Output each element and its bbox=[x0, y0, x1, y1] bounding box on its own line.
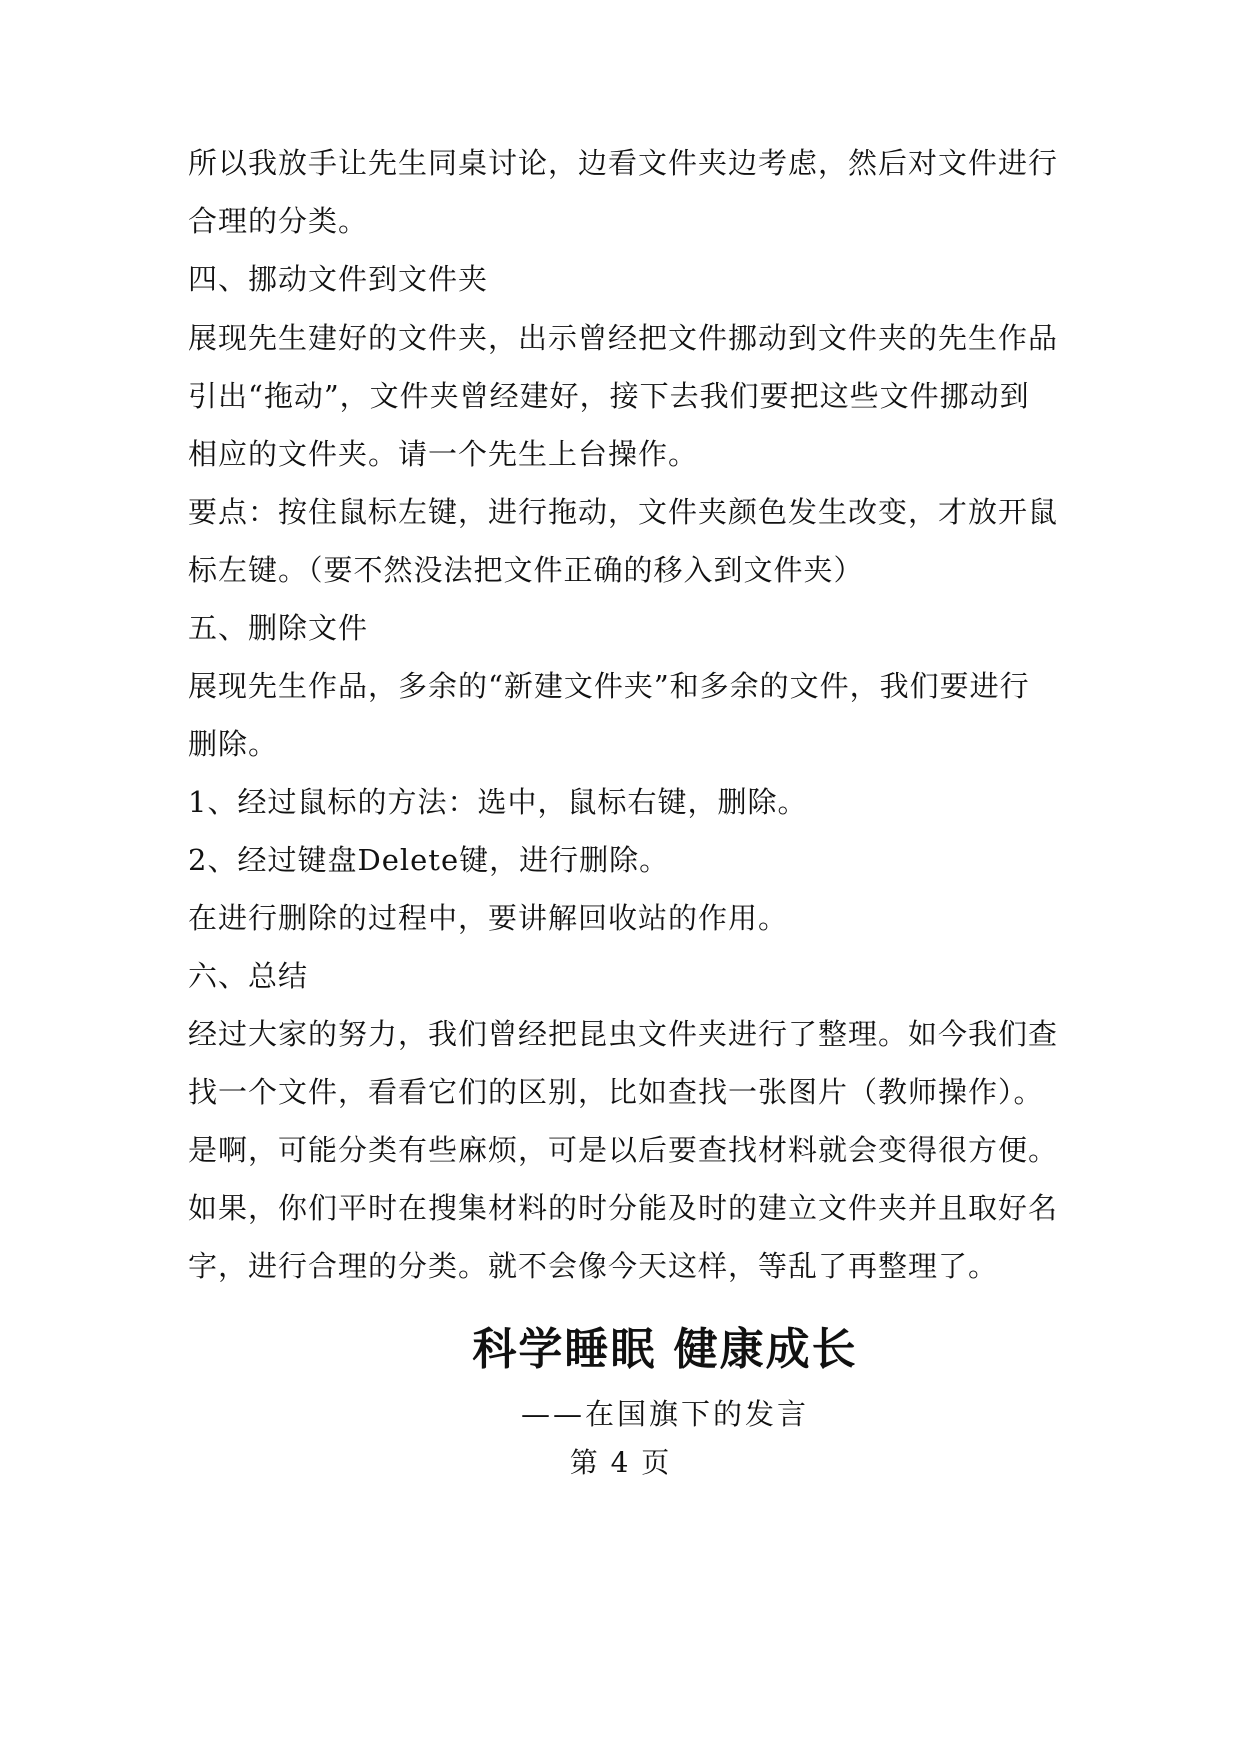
section-heading-4: 四、挪动文件到文件夹 bbox=[188, 262, 489, 296]
body-line-10: 展现先生作品，多余的“新建文件夹”和多余的文件，我们要进行 bbox=[188, 669, 1030, 703]
body-line-8: 标左键。（要不然没法把文件正确的移入到文件夹） bbox=[188, 553, 864, 587]
body-line-4: 展现先生建好的文件夹，出示曾经把文件挪动到文件夹的先生作品 bbox=[188, 321, 1059, 355]
speech-title: 科学睡眠 健康成长 bbox=[472, 1324, 858, 1375]
body-line-7: 要点：按住鼠标左键，进行拖动，文件夹颜色发生改变，才放开鼠 bbox=[188, 495, 1059, 529]
list-item-1: 1、经过鼠标的方法：选中，鼠标右键，删除。 bbox=[188, 785, 808, 819]
body-line-18: 是啊，可能分类有些麻烦，可是以后要查找材料就会变得很方便。 bbox=[188, 1133, 1059, 1167]
body-line-14: 在进行删除的过程中，要讲解回收站的作用。 bbox=[188, 901, 789, 935]
section-heading-5: 五、删除文件 bbox=[188, 611, 369, 645]
body-line-5: 引出“拖动”，文件夹曾经建好，接下去我们要把这些文件挪动到 bbox=[188, 379, 1030, 413]
body-line-17: 找一个文件，看看它们的区别，比如查找一张图片（教师操作）。 bbox=[188, 1075, 1044, 1109]
list-item-2: 2、经过键盘Delete键，进行删除。 bbox=[188, 843, 670, 877]
body-line-6: 相应的文件夹。请一个先生上台操作。 bbox=[188, 437, 699, 471]
speech-subtitle: ——在国旗下的发言 bbox=[520, 1397, 809, 1431]
body-line-20: 字，进行合理的分类。就不会像今天这样，等乱了再整理了。 bbox=[188, 1249, 999, 1283]
section-heading-6: 六、总结 bbox=[188, 959, 309, 993]
body-line-16: 经过大家的努力，我们曾经把昆虫文件夹进行了整理。如今我们查 bbox=[188, 1017, 1059, 1051]
body-line-11: 删除。 bbox=[188, 727, 279, 761]
body-line-2: 合理的分类。 bbox=[188, 204, 369, 238]
page-number: 第 4 页 bbox=[569, 1446, 672, 1479]
body-line-1: 所以我放手让先生同桌讨论，边看文件夹边考虑，然后对文件进行 bbox=[188, 146, 1059, 180]
body-line-19: 如果，你们平时在搜集材料的时分能及时的建立文件夹并且取好名 bbox=[188, 1191, 1059, 1225]
